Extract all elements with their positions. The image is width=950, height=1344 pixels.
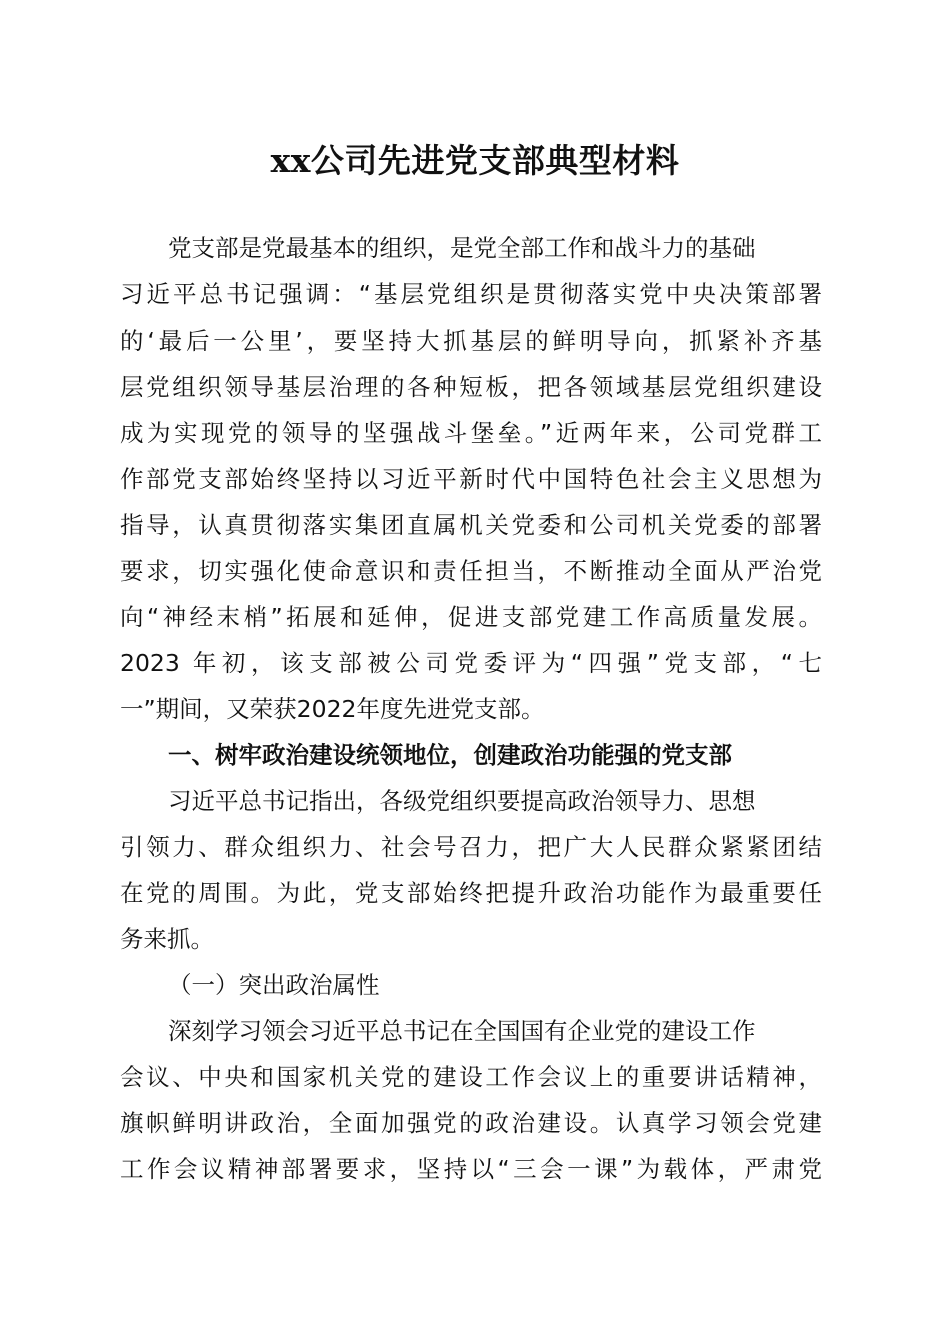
paragraph-line: 习近平总书记强调：“基层党组织是贯彻落实党中央决策部署 — [120, 280, 822, 308]
paragraph-line: 的‘最后一公里’，要坚持大抓基层的鲜明导向，抓紧补齐基 — [120, 327, 822, 355]
paragraph-line: 深刻学习领会习近平总书记在全国国有企业党的建设工作 — [168, 1017, 756, 1045]
paragraph-line: 旗帜鲜明讲政治，全面加强党的政治建设。认真学习领会党建 — [120, 1109, 822, 1137]
section-heading: 一、树牢政治建设统领地位，创建政治功能强的党支部 — [168, 741, 732, 769]
subsection-heading: （一）突出政治属性 — [168, 971, 380, 999]
paragraph-line: 引领力、群众组织力、社会号召力，把广大人民群众紧紧团结 — [120, 833, 822, 861]
paragraph-line: 层党组织领导基层治理的各种短板，把各领域基层党组织建设 — [120, 373, 822, 401]
paragraph-line: 成为实现党的领导的坚强战斗堡垒。”近两年来，公司党群工 — [120, 419, 822, 447]
paragraph-line: 工作会议精神部署要求，坚持以“三会一课”为载体，严肃党 — [120, 1155, 822, 1183]
paragraph-line: 作部党支部始终坚持以习近平新时代中国特色社会主义思想为 — [120, 465, 822, 493]
paragraph-line: 向“神经末梢”拓展和延伸，促进支部党建工作高质量发展。 — [120, 603, 822, 631]
paragraph-line: 务来抓。 — [120, 925, 214, 953]
paragraph-line: 习近平总书记指出，各级党组织要提高政治领导力、思想 — [168, 787, 756, 815]
paragraph-line: 党支部是党最基本的组织，是党全部工作和战斗力的基础 — [168, 234, 756, 262]
paragraph-line: 2023 年初，该支部被公司党委评为“四强”党支部，“七 — [120, 649, 822, 677]
paragraph-line: 会议、中央和国家机关党的建设工作会议上的重要讲话精神， — [120, 1063, 822, 1091]
paragraph-line: 指导，认真贯彻落实集团直属机关党委和公司机关党委的部署 — [120, 511, 822, 539]
paragraph-line: 在党的周围。为此，党支部始终把提升政治功能作为最重要任 — [120, 879, 822, 907]
document-title: xx公司先进党支部典型材料 — [270, 141, 680, 180]
paragraph-line: 要求，切实强化使命意识和责任担当，不断推动全面从严治党 — [120, 557, 822, 585]
paragraph-line: 一”期间，又荣获2022年度先进党支部。 — [120, 695, 545, 723]
